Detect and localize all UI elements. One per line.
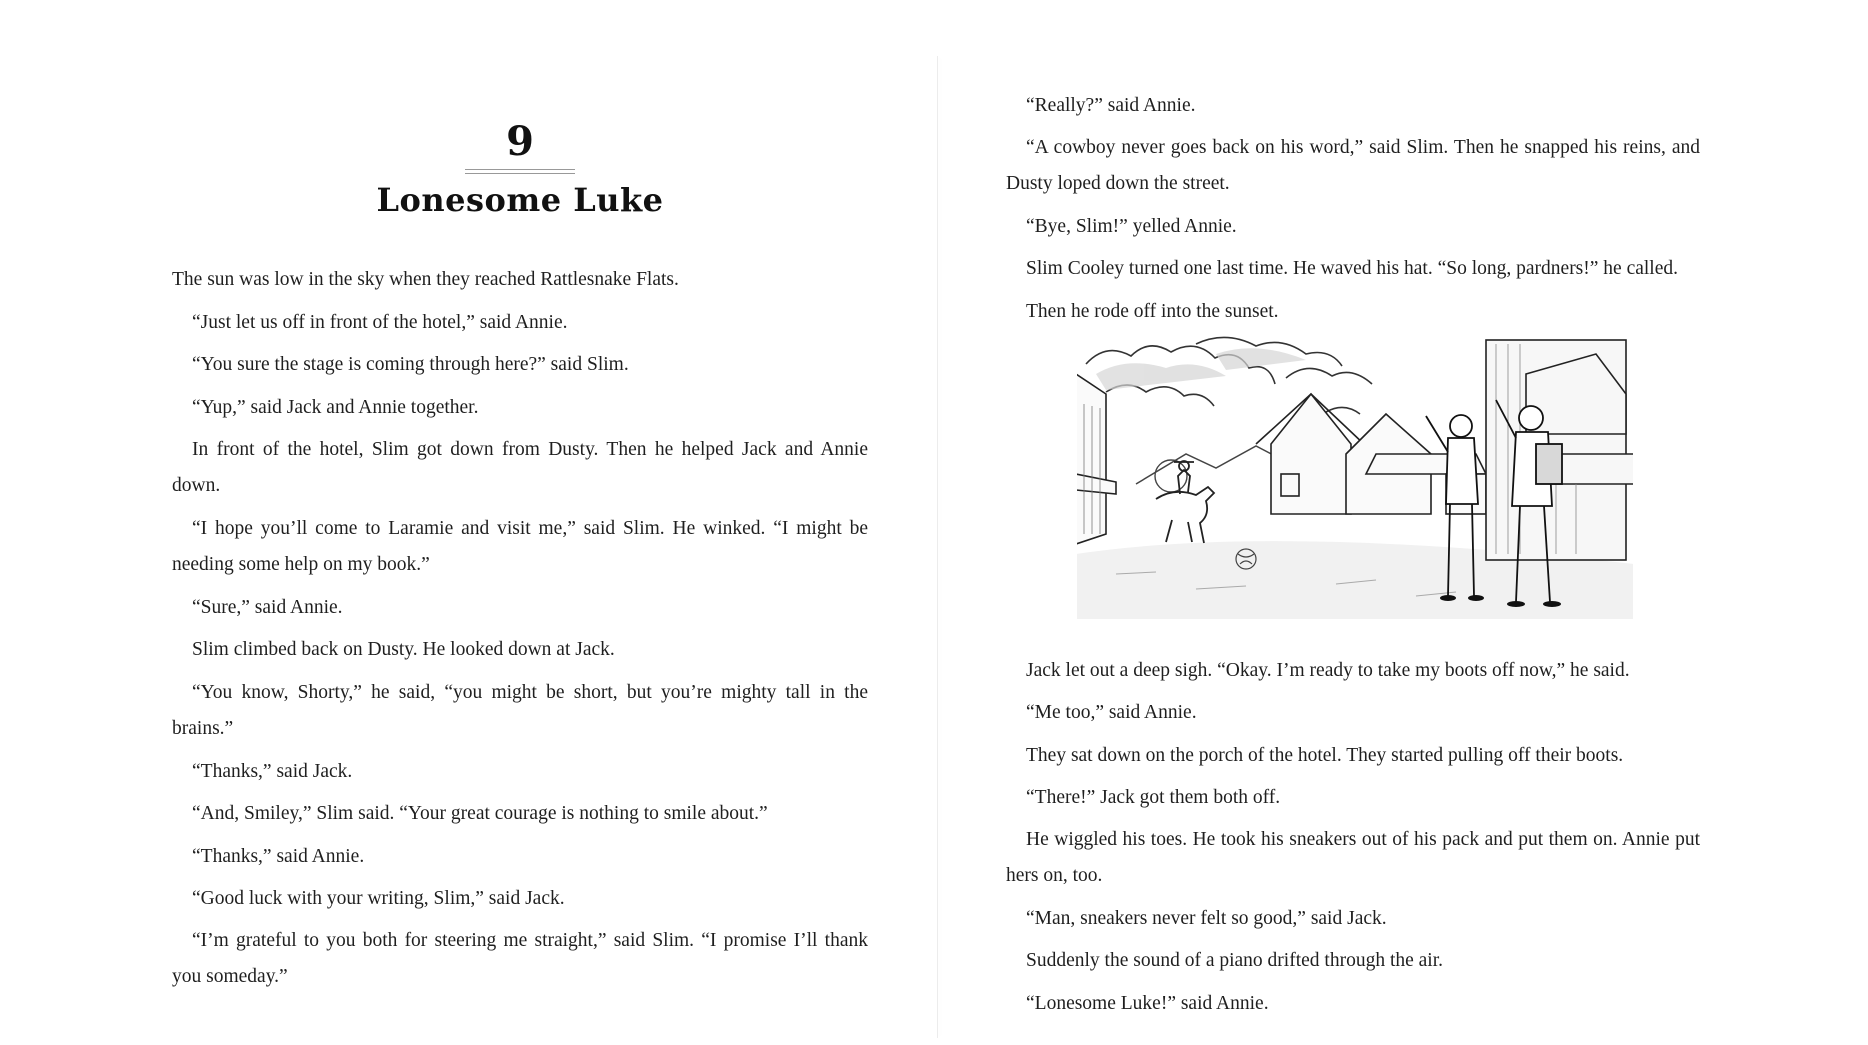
paragraph: “I hope you’ll come to Laramie and visit me,” said Slim. He winked. “I might be needing some help on my book.” — [172, 518, 868, 575]
paragraph: “I’m grateful to you both for steering me straight,” said Slim. “I promise I’ll thank you someday.” — [172, 930, 868, 987]
paragraph: “Bye, Slim!” yelled Annie. — [1026, 216, 1237, 237]
paragraph: “Thanks,” said Jack. — [192, 761, 353, 782]
paragraph: The sun was low in the sky when they reached Rattlesnake Flats. — [172, 269, 679, 290]
paragraph: “There!” Jack got them both off. — [1026, 787, 1281, 808]
paragraph: Suddenly the sound of a piano drifted through the air. — [1026, 950, 1444, 971]
paragraph: “Yup,” said Jack and Annie together. — [192, 397, 479, 418]
chapter-title: Lonesome Luke — [376, 181, 664, 219]
paragraph: Then he rode off into the sunset. — [1026, 301, 1279, 322]
paragraph: “Man, sneakers never felt so good,” said Jack. — [1026, 908, 1387, 929]
paragraph: “You know, Shorty,” he said, “you might be short, but you’re mighty tall in the brains.” — [172, 682, 868, 739]
chapter-rule — [465, 169, 575, 174]
paragraph: He wiggled his toes. He took his sneakers out of his pack and put them on. Annie put hers on, too. — [1006, 829, 1700, 886]
chapter-number: 9 — [506, 118, 534, 165]
page-gutter — [937, 56, 938, 1038]
paragraph: Slim climbed back on Dusty. He looked down at Jack. — [192, 639, 615, 660]
paragraph: In front of the hotel, Slim got down from Dusty. Then he helped Jack and Annie down. — [172, 439, 868, 496]
paragraph: “Thanks,” said Annie. — [192, 846, 365, 867]
paragraph: “Sure,” said Annie. — [192, 597, 343, 618]
paragraph: “And, Smiley,” Slim said. “Your great courage is nothing to smile about.” — [192, 803, 768, 824]
paragraph: “You sure the stage is coming through here?” said Slim. — [192, 354, 629, 375]
paragraph: “A cowboy never goes back on his word,” said Slim. Then he snapped his reins, and Dusty loped down the street. — [1006, 137, 1700, 194]
paragraph: “Lonesome Luke!” said Annie. — [1026, 993, 1269, 1014]
paragraph: Jack let out a deep sigh. “Okay. I’m ready to take my boots off now,” he said. — [1026, 660, 1630, 681]
paragraph: “Good luck with your writing, Slim,” said Jack. — [192, 888, 565, 909]
paragraph: “Really?” said Annie. — [1026, 95, 1196, 116]
paragraph: They sat down on the porch of the hotel. They started pulling off their boots. — [1026, 745, 1624, 766]
paragraph: “Just let us off in front of the hotel,” said Annie. — [192, 312, 568, 333]
chapter-heading — [172, 118, 868, 220]
paragraph: Slim Cooley turned one last time. He waved his hat. “So long, pardners!” he called. — [1026, 258, 1679, 279]
western-town-sunset-illustration — [1076, 334, 1634, 620]
paragraph: “Me too,” said Annie. — [1026, 702, 1197, 723]
